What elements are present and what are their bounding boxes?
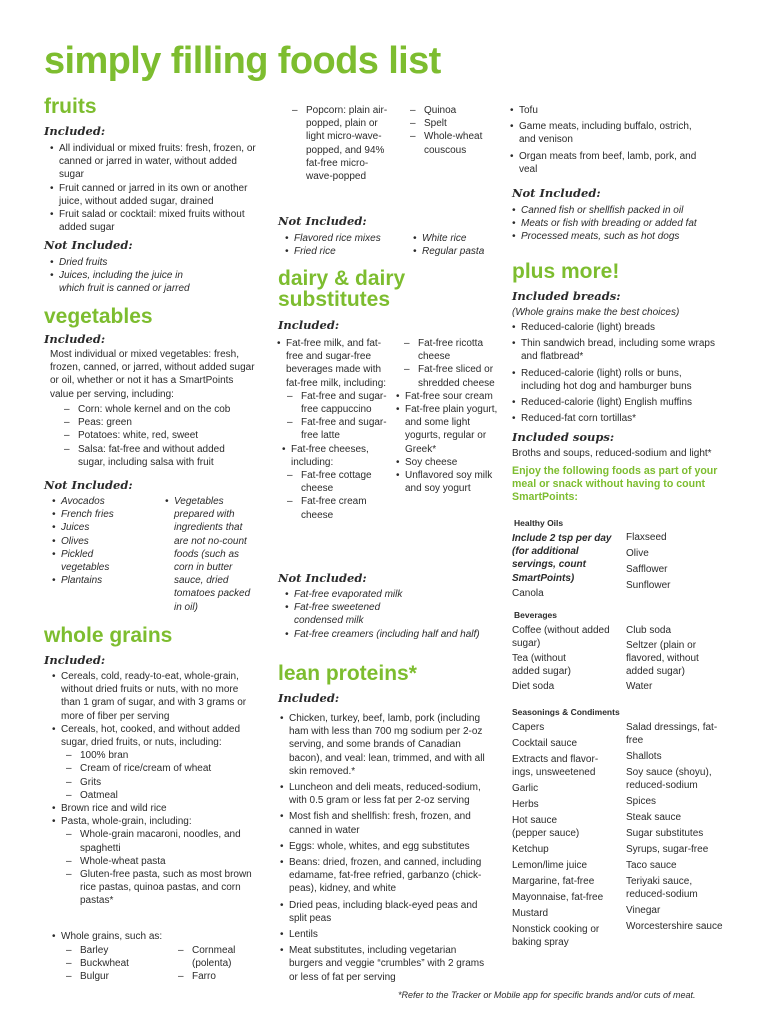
list-item: – Whole-wheat pasta <box>66 855 252 868</box>
list-item: – Gluten-free pasta, such as most brown rice pastas, quinoa pastas, and corn pastas* <box>66 868 252 908</box>
list-item: – 100% bran <box>66 749 252 762</box>
oils-col2 <box>626 531 726 592</box>
lean-proteins-more <box>510 104 710 176</box>
list-item: Worcestershire sauce <box>626 921 723 932</box>
list-item: • Soy cheese <box>396 456 498 469</box>
list-item: Lemon/lime juice <box>512 860 588 871</box>
list-item: – Quinoa <box>410 104 495 117</box>
list-item: – Grits <box>66 776 252 789</box>
list-item: Mayonnaise, fat-free <box>512 892 604 903</box>
list-item: • Dried peas, including black-eyed peas and split peas <box>280 899 492 925</box>
list-item: • French fries <box>52 508 157 521</box>
list-item: • Pickled vegetables <box>52 548 122 574</box>
breads-label: Included breads: <box>512 289 621 303</box>
list-item: – Whole-wheat couscous <box>410 130 495 156</box>
list-item: • Reduced-calorie (light) breads <box>512 321 722 334</box>
list-item: Extracts and flavor-ings, unsweetened <box>512 754 599 778</box>
footnote: *Refer to the Tracker or Mobile app for specific brands and/or cuts of meat. <box>398 990 696 1000</box>
list-item: • Fruit canned or jarred in its own or another juice, without added sugar, drained <box>50 182 260 208</box>
vegetables-included-label: Included: <box>44 332 106 346</box>
list-item: Water <box>626 681 653 692</box>
dairy-col1 <box>277 337 389 522</box>
lean-proteins-list <box>280 712 492 984</box>
soups-text: Broths and soups, reduced-sodium and light* <box>512 448 712 459</box>
list-item: Capers <box>512 722 545 733</box>
list-item: • Pasta, whole-grain, including: <box>52 815 252 828</box>
grains-col3b <box>410 104 495 157</box>
list-item: – Buckwheat <box>66 957 166 970</box>
whole-grains-heading: whole grains <box>44 624 173 647</box>
grains-col2 <box>178 944 258 984</box>
list-item: Mustard <box>512 908 549 919</box>
list-item: – Fat-free sliced or shredded cheese <box>404 363 498 389</box>
list-item: • Plantains <box>52 574 157 587</box>
fruits-not-included-list <box>50 256 210 296</box>
list-item: • Vegetables prepared with ingredients that are not no-count foods (such as corn in butter sauce, dried tomatoes packed in oil) <box>165 495 255 614</box>
fruits-heading: fruits <box>44 95 97 118</box>
fruits-included-label: Included: <box>44 124 106 138</box>
list-item: • Fat-free sweetened condensed milk <box>285 601 395 627</box>
list-item: • Juices <box>52 521 157 534</box>
whole-grains-such-as <box>52 930 252 943</box>
list-item: • Fat-free cheeses, including: <box>282 443 389 469</box>
list-item: – Corn: whole kernel and on the cob <box>64 403 254 416</box>
vegetables-not-included-label: Not Included: <box>44 478 133 492</box>
list-item: – Cream of rice/cream of wheat <box>66 762 252 775</box>
list-item: • Whole grains, such as: <box>52 930 252 943</box>
seasonings-col1 <box>512 721 618 949</box>
list-item: Salad dressings, fat-free <box>626 722 718 746</box>
soups-label: Included soups: <box>512 430 615 444</box>
list-item: • Fat-free milk, and fat-free and sugar-free beverages made with fat-free milk, including: <box>277 337 389 390</box>
list-item: – Fat-free and sugar-free latte <box>287 416 389 442</box>
list-item: • Most fish and shellfish: fresh, frozen, and canned in water <box>280 810 492 836</box>
list-item: – Fat-free and sugar-free cappuccino <box>287 390 389 416</box>
list-item: Coffee (without added sugar) <box>512 625 610 649</box>
vegetables-not-col1 <box>52 495 157 587</box>
list-item: – Oatmeal <box>66 789 252 802</box>
list-item: Steak sauce <box>626 812 682 823</box>
vegetables-examples <box>64 403 254 469</box>
dairy-heading: dairy & dairy substitutes <box>278 267 406 311</box>
list-item: • Regular pasta <box>413 245 503 258</box>
list-item: Soy sauce (shoyu), reduced-sodium <box>626 767 712 791</box>
whole-grains-included-label: Included: <box>44 653 106 667</box>
healthy-oils-label: Healthy Oils <box>514 518 564 528</box>
list-item: Olive <box>626 548 649 559</box>
list-item: • Reduced-calorie (light) English muffins <box>512 396 722 409</box>
list-item: • Meats or fish with breading or added fat <box>512 217 722 230</box>
list-item: Club soda <box>626 625 672 636</box>
list-item: • Chicken, turkey, beef, lamb, pork (including ham with less than 700 mg sodium per 2-oz serving, and some brands of Canadian bacon), and veal: lean, trimmed, and with all skin removed.* <box>280 712 492 778</box>
lean-proteins-heading: lean proteins* <box>278 662 417 685</box>
list-item: • Dried fruits <box>50 256 210 269</box>
list-item: Nonstick cooking or baking spray <box>512 924 600 948</box>
beverages-col1 <box>512 624 618 693</box>
list-item: Ketchup <box>512 844 549 855</box>
list-item: – Potatoes: white, red, sweet <box>64 429 254 442</box>
list-item: Sugar substitutes <box>626 828 704 839</box>
list-item: Margarine, fat-free <box>512 876 595 887</box>
list-item: – Fat-free cottage cheese <box>287 469 389 495</box>
list-item: Spices <box>626 796 657 807</box>
list-item: • Fat-free plain yogurt, and some light yogurts, regular or Greek* <box>396 403 498 456</box>
breads-list <box>512 321 722 425</box>
oils-note: Include 2 tsp per day (for additional servings, count SmartPoints) <box>512 533 612 584</box>
list-item: Teriyaki sauce, reduced-sodium <box>626 876 698 900</box>
whole-grains-list <box>52 670 252 908</box>
vegetables-not-col2 <box>165 495 255 614</box>
list-item: • Flavored rice mixes <box>285 232 405 245</box>
lean-proteins-included-label: Included: <box>278 691 340 705</box>
list-item: • Olives <box>52 535 157 548</box>
list-item: • All individual or mixed fruits: fresh, frozen, or canned or jarred in water, without added sugar <box>50 142 260 182</box>
grains-col1 <box>66 944 166 984</box>
whole-grains-not-col2 <box>413 232 503 258</box>
list-item: • Tofu <box>510 104 710 117</box>
list-item: • Fat-free sour cream <box>396 390 498 403</box>
lean-proteins-not-list <box>512 204 722 244</box>
list-item: – Barley <box>66 944 166 957</box>
list-item: – Spelt <box>410 117 495 130</box>
list-item: • Canned fish or shellfish packed in oil <box>512 204 722 217</box>
list-item: Cocktail sauce <box>512 738 578 749</box>
list-item: Syrups, sugar-free <box>626 844 709 855</box>
list-item: • Unflavored soy milk and soy yogurt <box>396 469 498 495</box>
oils-col1-item: Canola <box>512 588 544 599</box>
list-item: – Salsa: fat-free and without added sugar, including salsa with fruit <box>64 443 254 469</box>
list-item: • Reduced-fat corn tortillas* <box>512 412 722 425</box>
list-item: – Fat-free cream cheese <box>287 495 389 521</box>
list-item: – Bulgur <box>66 970 166 983</box>
plus-more-heading: plus more! <box>512 260 620 283</box>
grains-col3a <box>292 104 388 183</box>
list-item: Herbs <box>512 799 539 810</box>
list-item: Garlic <box>512 783 539 794</box>
list-item: – Peas: green <box>64 416 254 429</box>
vegetables-heading: vegetables <box>44 305 153 328</box>
list-item: • Fried rice <box>285 245 405 258</box>
lean-proteins-not-included-label: Not Included: <box>512 186 601 200</box>
list-item: Shallots <box>626 751 662 762</box>
list-item: – Farro <box>178 970 258 983</box>
list-item: Flaxseed <box>626 532 667 543</box>
list-item: • Avocados <box>52 495 157 508</box>
list-item: • Meat substitutes, including vegetarian burgers and veggie “crumbles” with 2 grams or less of fat per serving <box>280 944 492 984</box>
list-item: • Fat-free creamers (including half and half) <box>285 628 495 641</box>
dairy-col2 <box>396 337 498 495</box>
list-item: • Thin sandwich bread, including some wraps and flatbread* <box>512 337 722 363</box>
list-item: • Juices, including the juice in which fruit is canned or jarred <box>50 269 210 295</box>
dairy-not-list <box>285 588 495 641</box>
list-item: • Fruit salad or cocktail: mixed fruits without added sugar <box>50 208 260 234</box>
list-item: • Game meats, including buffalo, ostrich, and venison <box>510 120 710 146</box>
whole-grains-not-col1 <box>285 232 405 258</box>
list-item: Safflower <box>626 564 668 575</box>
list-item: – Whole-grain macaroni, noodles, and spaghetti <box>66 828 252 854</box>
seasonings-label: Seasonings & Condiments <box>512 707 620 717</box>
whole-grains-not-included-label: Not Included: <box>278 214 367 228</box>
list-item: • Cereals, cold, ready-to-eat, whole-grain, without dried fruits or nuts, with no more than 1 gram of sugar, and with 3 grams or more of fiber per serving <box>52 670 252 723</box>
page-title: simply filling foods list <box>44 40 441 82</box>
dairy-not-included-label: Not Included: <box>278 571 367 585</box>
list-item: Vinegar <box>626 905 661 916</box>
list-item: Hot sauce (pepper sauce) <box>512 815 580 839</box>
list-item: – Popcorn: plain air-popped, plain or light micro-wave-popped, and 94% fat-free micro-wave-popped <box>292 104 388 183</box>
list-item: • White rice <box>413 232 503 245</box>
list-item: • Reduced-calorie (light) rolls or buns, including hot dog and hamburger buns <box>512 367 722 393</box>
list-item: • Processed meats, such as hot dogs <box>512 230 722 243</box>
fruits-included-list <box>50 142 260 234</box>
breads-note: (Whole grains make the best choices) <box>512 307 680 318</box>
list-item: – Fat-free ricotta cheese <box>404 337 498 363</box>
fruits-not-included-label: Not Included: <box>44 238 133 252</box>
vegetables-intro: Most individual or mixed vegetables: fresh, frozen, canned, or jarred, without added sugar or oil, whether or not it has a SmartPoints value per serving, including: <box>50 349 255 400</box>
list-item: Diet soda <box>512 681 555 692</box>
list-item: • Beans: dried, frozen, and canned, including edamame, fat-free refried, garbanzo (chick-peas), kidney, and white <box>280 856 492 896</box>
list-item: – Cornmeal (polenta) <box>178 944 258 970</box>
list-item: • Eggs: whole, whites, and egg substitutes <box>280 840 492 853</box>
beverages-label: Beverages <box>514 610 558 620</box>
list-item: • Cereals, hot, cooked, and without added sugar, dried fruits, or nuts, including: <box>52 723 252 749</box>
seasonings-col2 <box>626 721 726 933</box>
list-item: Seltzer (plain or flavored, without added sugar) <box>626 640 699 677</box>
dairy-included-label: Included: <box>278 318 340 332</box>
list-item: • Luncheon and deli meats, reduced-sodium, with 0.5 gram or less fat per 2-oz serving <box>280 781 492 807</box>
list-item: Taco sauce <box>626 860 677 871</box>
list-item: • Lentils <box>280 928 492 941</box>
list-item: • Brown rice and wild rice <box>52 802 252 815</box>
enjoy-note: Enjoy the following foods as part of your meal or snack without having to count SmartPoints: <box>512 465 718 503</box>
list-item: • Fat-free evaporated milk <box>285 588 495 601</box>
list-item: Sunflower <box>626 580 671 591</box>
beverages-col2 <box>626 624 726 693</box>
list-item: Tea (without added sugar) <box>512 653 571 677</box>
list-item: • Organ meats from beef, lamb, pork, and veal <box>510 150 710 176</box>
